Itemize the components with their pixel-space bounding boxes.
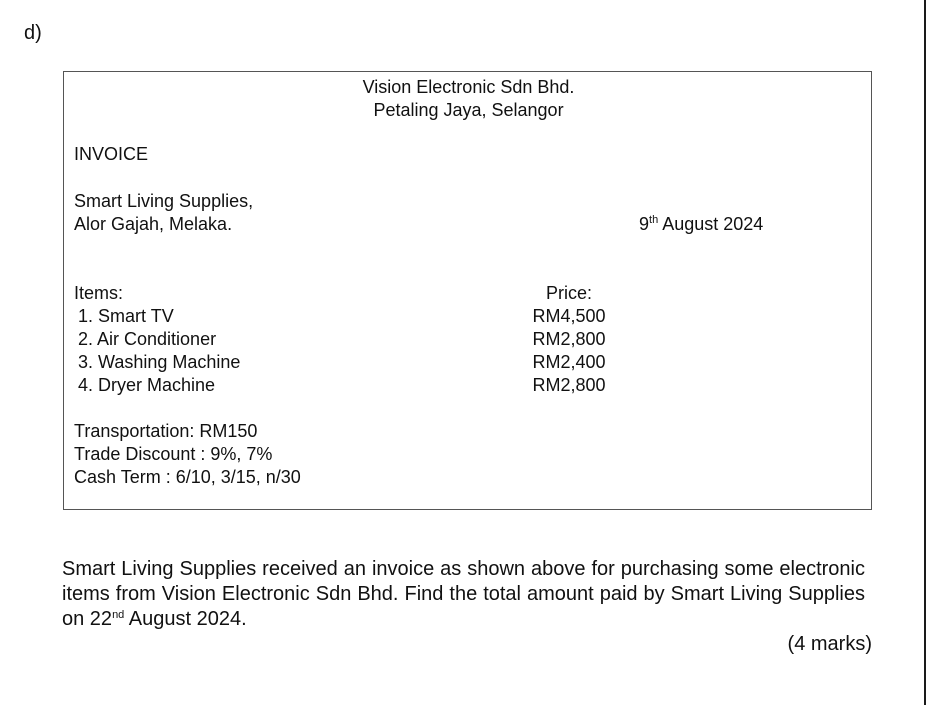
item-row: 3. Washing Machine <box>78 352 241 372</box>
company-name: Vision Electronic Sdn Bhd. <box>362 77 575 97</box>
price-header: Price: <box>545 283 592 303</box>
recipient-name: Smart Living Supplies, <box>74 191 254 211</box>
item-row: 4. Dryer Machine <box>78 375 216 395</box>
question-body: Smart Living Supplies received an invoice as shown above for purchasing some electronic items from Vision Electronic Sdn Bhd. Find the total amount paid by Smart Living Supplies on 22 <box>62 558 865 630</box>
items-header: Items: <box>74 283 124 303</box>
marks-label: (4 marks) <box>787 633 872 655</box>
date-suffix: th <box>649 214 659 226</box>
question-end: August 2024. <box>124 608 247 630</box>
date-day: 9 <box>639 214 650 234</box>
question-label: d) <box>24 22 42 44</box>
question-date-suffix: nd <box>112 609 125 621</box>
page-edge-line <box>924 0 926 705</box>
item-price: RM2,400 <box>532 352 606 372</box>
item-row: 1. Smart TV <box>78 306 174 326</box>
item-price: RM4,500 <box>532 306 606 326</box>
question-text <box>62 557 865 632</box>
date-rest: August 2024 <box>658 214 764 234</box>
company-location: Petaling Jaya, Selangor <box>373 100 564 120</box>
trade-discount: Trade Discount : 9%, 7% <box>74 444 273 464</box>
invoice-date <box>639 213 763 236</box>
transportation-cost: Transportation: RM150 <box>74 421 258 441</box>
recipient-location: Alor Gajah, Melaka. <box>74 214 233 234</box>
item-row: 2. Air Conditioner <box>78 329 217 349</box>
item-price: RM2,800 <box>532 329 606 349</box>
invoice-title: INVOICE <box>74 144 149 164</box>
item-price: RM2,800 <box>532 375 606 395</box>
cash-term: Cash Term : 6/10, 3/15, n/30 <box>74 467 301 487</box>
invoice-box <box>63 71 872 510</box>
